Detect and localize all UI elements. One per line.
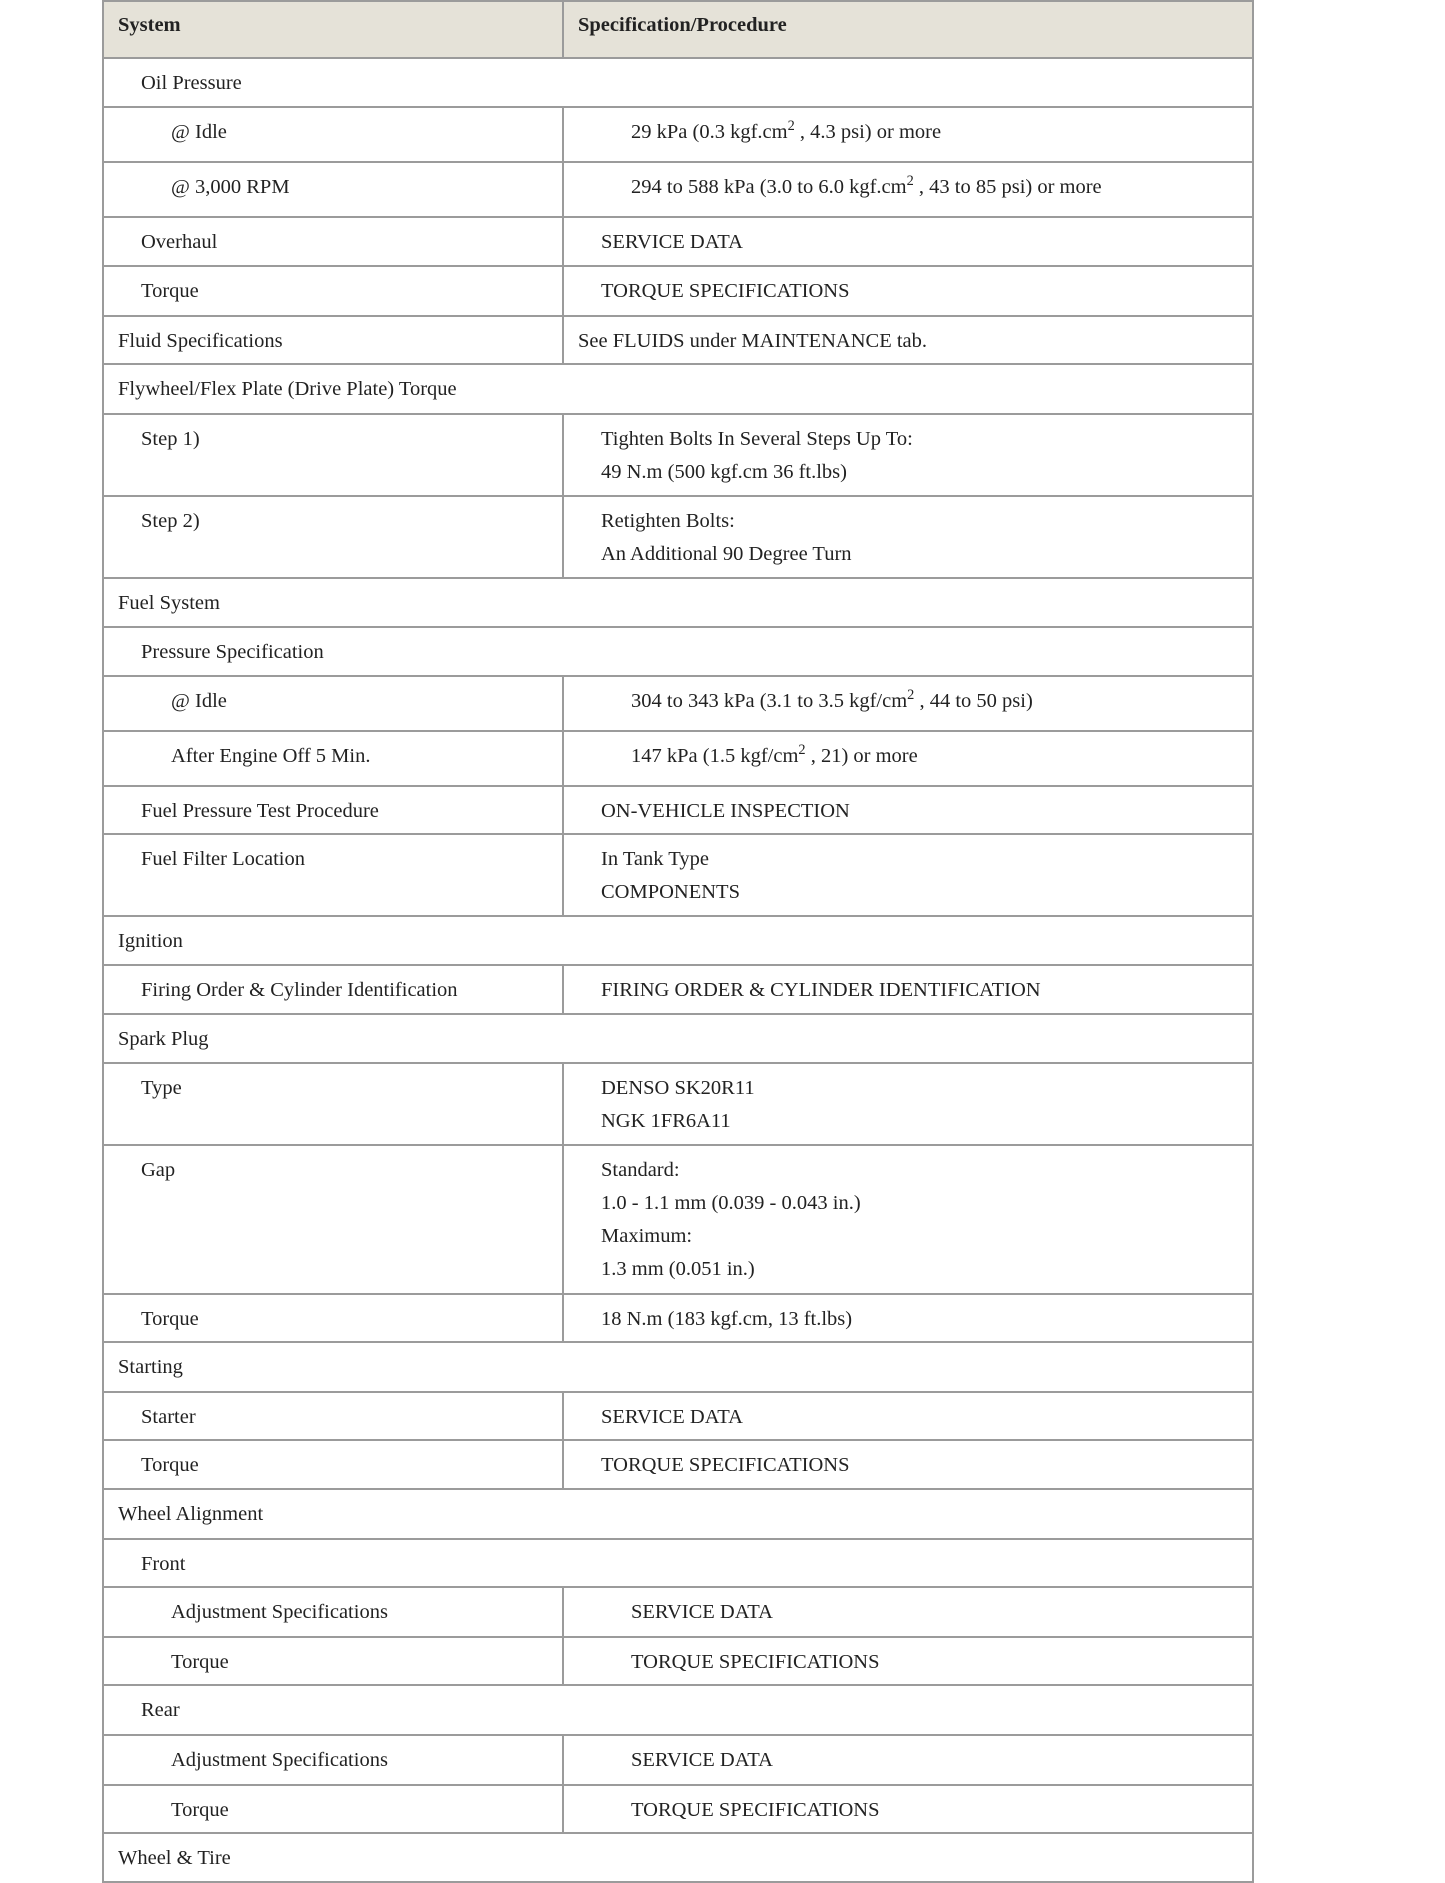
spec-cell xyxy=(563,1587,1253,1637)
spec-line: Tighten Bolts In Several Steps Up To: xyxy=(601,428,913,450)
spec-line: FIRING ORDER & CYLINDER IDENTIFICATION xyxy=(601,979,1041,1001)
spec-cell xyxy=(563,316,1253,364)
spec-text: , 43 to 85 psi) or more xyxy=(913,176,1102,198)
spec-text: 147 kPa (1.5 kgf/cm xyxy=(631,745,799,767)
spec-line: NGK 1FR6A11 xyxy=(601,1110,731,1132)
system-cell: Starter xyxy=(103,1392,563,1440)
spec-line: 49 N.m (500 kgf.cm 36 ft.lbs) xyxy=(601,461,847,483)
system-cell: Fluid Specifications xyxy=(103,316,563,364)
specifications-table xyxy=(102,0,1254,1883)
spec-line: SERVICE DATA xyxy=(631,1749,773,1771)
section-label: Wheel & Tire xyxy=(103,1833,1253,1882)
spec-text: , 21) or more xyxy=(805,745,918,767)
section-label: Spark Plug xyxy=(103,1014,1253,1063)
table-row xyxy=(103,316,1253,364)
header-specification: Specification/Procedure xyxy=(563,1,1253,58)
spec-cell xyxy=(563,1735,1253,1785)
spec-line: Maximum: xyxy=(601,1225,693,1247)
system-cell: Torque xyxy=(103,1637,563,1685)
section-row xyxy=(103,627,1253,676)
spec-line: 1.3 mm (0.051 in.) xyxy=(601,1258,755,1280)
spec-text: , 44 to 50 psi) xyxy=(914,690,1033,712)
superscript: 2 xyxy=(787,118,795,135)
spec-line xyxy=(631,171,1252,204)
section-row xyxy=(103,1342,1253,1392)
spec-text: 294 to 588 kPa (3.0 to 6.0 kgf.cm xyxy=(631,176,907,198)
system-cell: Adjustment Specifications xyxy=(103,1735,563,1785)
table-body xyxy=(103,58,1253,1882)
spec-cell xyxy=(563,731,1253,786)
section-row xyxy=(103,1539,1253,1587)
table-header xyxy=(103,1,1253,58)
header-row xyxy=(103,1,1253,58)
header-system: System xyxy=(103,1,563,58)
spec-cell xyxy=(563,266,1253,316)
superscript: 2 xyxy=(906,173,914,190)
section-row xyxy=(103,916,1253,965)
spec-line: See FLUIDS under MAINTENANCE tab. xyxy=(578,330,928,352)
spec-cell xyxy=(563,676,1253,731)
spec-line: In Tank Type xyxy=(601,848,709,870)
table-row xyxy=(103,1587,1253,1637)
table-row xyxy=(103,965,1253,1014)
section-row xyxy=(103,364,1253,414)
table-row xyxy=(103,1735,1253,1785)
table-row xyxy=(103,496,1253,578)
spec-line: TORQUE SPECIFICATIONS xyxy=(601,1454,850,1476)
spec-cell xyxy=(563,1785,1253,1833)
table-row xyxy=(103,1785,1253,1833)
system-cell: Torque xyxy=(103,266,563,316)
table-row xyxy=(103,786,1253,834)
spec-cell xyxy=(563,496,1253,578)
spec-line: TORQUE SPECIFICATIONS xyxy=(631,1651,880,1673)
spec-cell xyxy=(563,1294,1253,1342)
spec-line: TORQUE SPECIFICATIONS xyxy=(631,1799,880,1821)
section-row xyxy=(103,1685,1253,1735)
table-row xyxy=(103,1392,1253,1440)
section-label: Oil Pressure xyxy=(103,58,1253,107)
spec-cell xyxy=(563,414,1253,496)
system-cell: Type xyxy=(103,1063,563,1145)
spec-cell xyxy=(563,1145,1253,1294)
system-cell: Torque xyxy=(103,1785,563,1833)
system-cell: Fuel Filter Location xyxy=(103,834,563,916)
superscript: 2 xyxy=(907,687,915,704)
system-cell: @ Idle xyxy=(103,107,563,162)
table-row xyxy=(103,414,1253,496)
system-cell: @ 3,000 RPM xyxy=(103,162,563,217)
section-row xyxy=(103,578,1253,627)
spec-line: DENSO SK20R11 xyxy=(601,1077,755,1099)
section-row xyxy=(103,1489,1253,1539)
system-cell: Gap xyxy=(103,1145,563,1294)
system-cell: Step 1) xyxy=(103,414,563,496)
system-cell: Overhaul xyxy=(103,217,563,266)
spec-line: COMPONENTS xyxy=(601,881,740,903)
section-row xyxy=(103,1833,1253,1882)
spec-line: Standard: xyxy=(601,1159,680,1181)
spec-line xyxy=(631,685,1252,718)
spec-line: ON-VEHICLE INSPECTION xyxy=(601,800,850,822)
spec-line: SERVICE DATA xyxy=(601,231,743,253)
system-cell: Step 2) xyxy=(103,496,563,578)
table-row xyxy=(103,1440,1253,1489)
table-row xyxy=(103,217,1253,266)
section-row xyxy=(103,1014,1253,1063)
spec-line: SERVICE DATA xyxy=(601,1406,743,1428)
section-label: Fuel System xyxy=(103,578,1253,627)
spec-cell xyxy=(563,786,1253,834)
spec-cell xyxy=(563,162,1253,217)
spec-line: TORQUE SPECIFICATIONS xyxy=(601,280,850,302)
section-label: Ignition xyxy=(103,916,1253,965)
spec-cell xyxy=(563,1063,1253,1145)
system-cell: After Engine Off 5 Min. xyxy=(103,731,563,786)
system-cell: Torque xyxy=(103,1440,563,1489)
section-row xyxy=(103,58,1253,107)
system-cell: Fuel Pressure Test Procedure xyxy=(103,786,563,834)
system-cell: Adjustment Specifications xyxy=(103,1587,563,1637)
spec-cell xyxy=(563,965,1253,1014)
table-row xyxy=(103,266,1253,316)
spec-line xyxy=(631,116,1252,149)
section-label: Wheel Alignment xyxy=(103,1489,1253,1539)
table-row xyxy=(103,1063,1253,1145)
spec-cell xyxy=(563,217,1253,266)
table-row xyxy=(103,162,1253,217)
table-row xyxy=(103,1294,1253,1342)
spec-line: An Additional 90 Degree Turn xyxy=(601,543,852,565)
spec-cell xyxy=(563,107,1253,162)
table-row xyxy=(103,834,1253,916)
spec-cell xyxy=(563,834,1253,916)
spec-text: 304 to 343 kPa (3.1 to 3.5 kgf/cm xyxy=(631,690,908,712)
section-label: Front xyxy=(103,1539,1253,1587)
table-row xyxy=(103,1637,1253,1685)
spec-line: 18 N.m (183 kgf.cm, 13 ft.lbs) xyxy=(601,1308,853,1330)
superscript: 2 xyxy=(798,742,806,759)
spec-text: 29 kPa (0.3 kgf.cm xyxy=(631,121,788,143)
table-row xyxy=(103,1145,1253,1294)
section-label: Pressure Specification xyxy=(103,627,1253,676)
section-label: Starting xyxy=(103,1342,1253,1392)
section-label: Rear xyxy=(103,1685,1253,1735)
spec-cell xyxy=(563,1440,1253,1489)
spec-cell xyxy=(563,1392,1253,1440)
section-label: Flywheel/Flex Plate (Drive Plate) Torque xyxy=(103,364,1253,414)
system-cell: Firing Order & Cylinder Identification xyxy=(103,965,563,1014)
system-cell: Torque xyxy=(103,1294,563,1342)
spec-cell xyxy=(563,1637,1253,1685)
spec-text: , 4.3 psi) or more xyxy=(794,121,942,143)
table-row xyxy=(103,676,1253,731)
system-cell: @ Idle xyxy=(103,676,563,731)
spec-line: SERVICE DATA xyxy=(631,1601,773,1623)
table-row xyxy=(103,107,1253,162)
spec-line: 1.0 - 1.1 mm (0.039 - 0.043 in.) xyxy=(601,1192,861,1214)
table-row xyxy=(103,731,1253,786)
spec-line xyxy=(631,740,1252,773)
spec-line: Retighten Bolts: xyxy=(601,510,735,532)
